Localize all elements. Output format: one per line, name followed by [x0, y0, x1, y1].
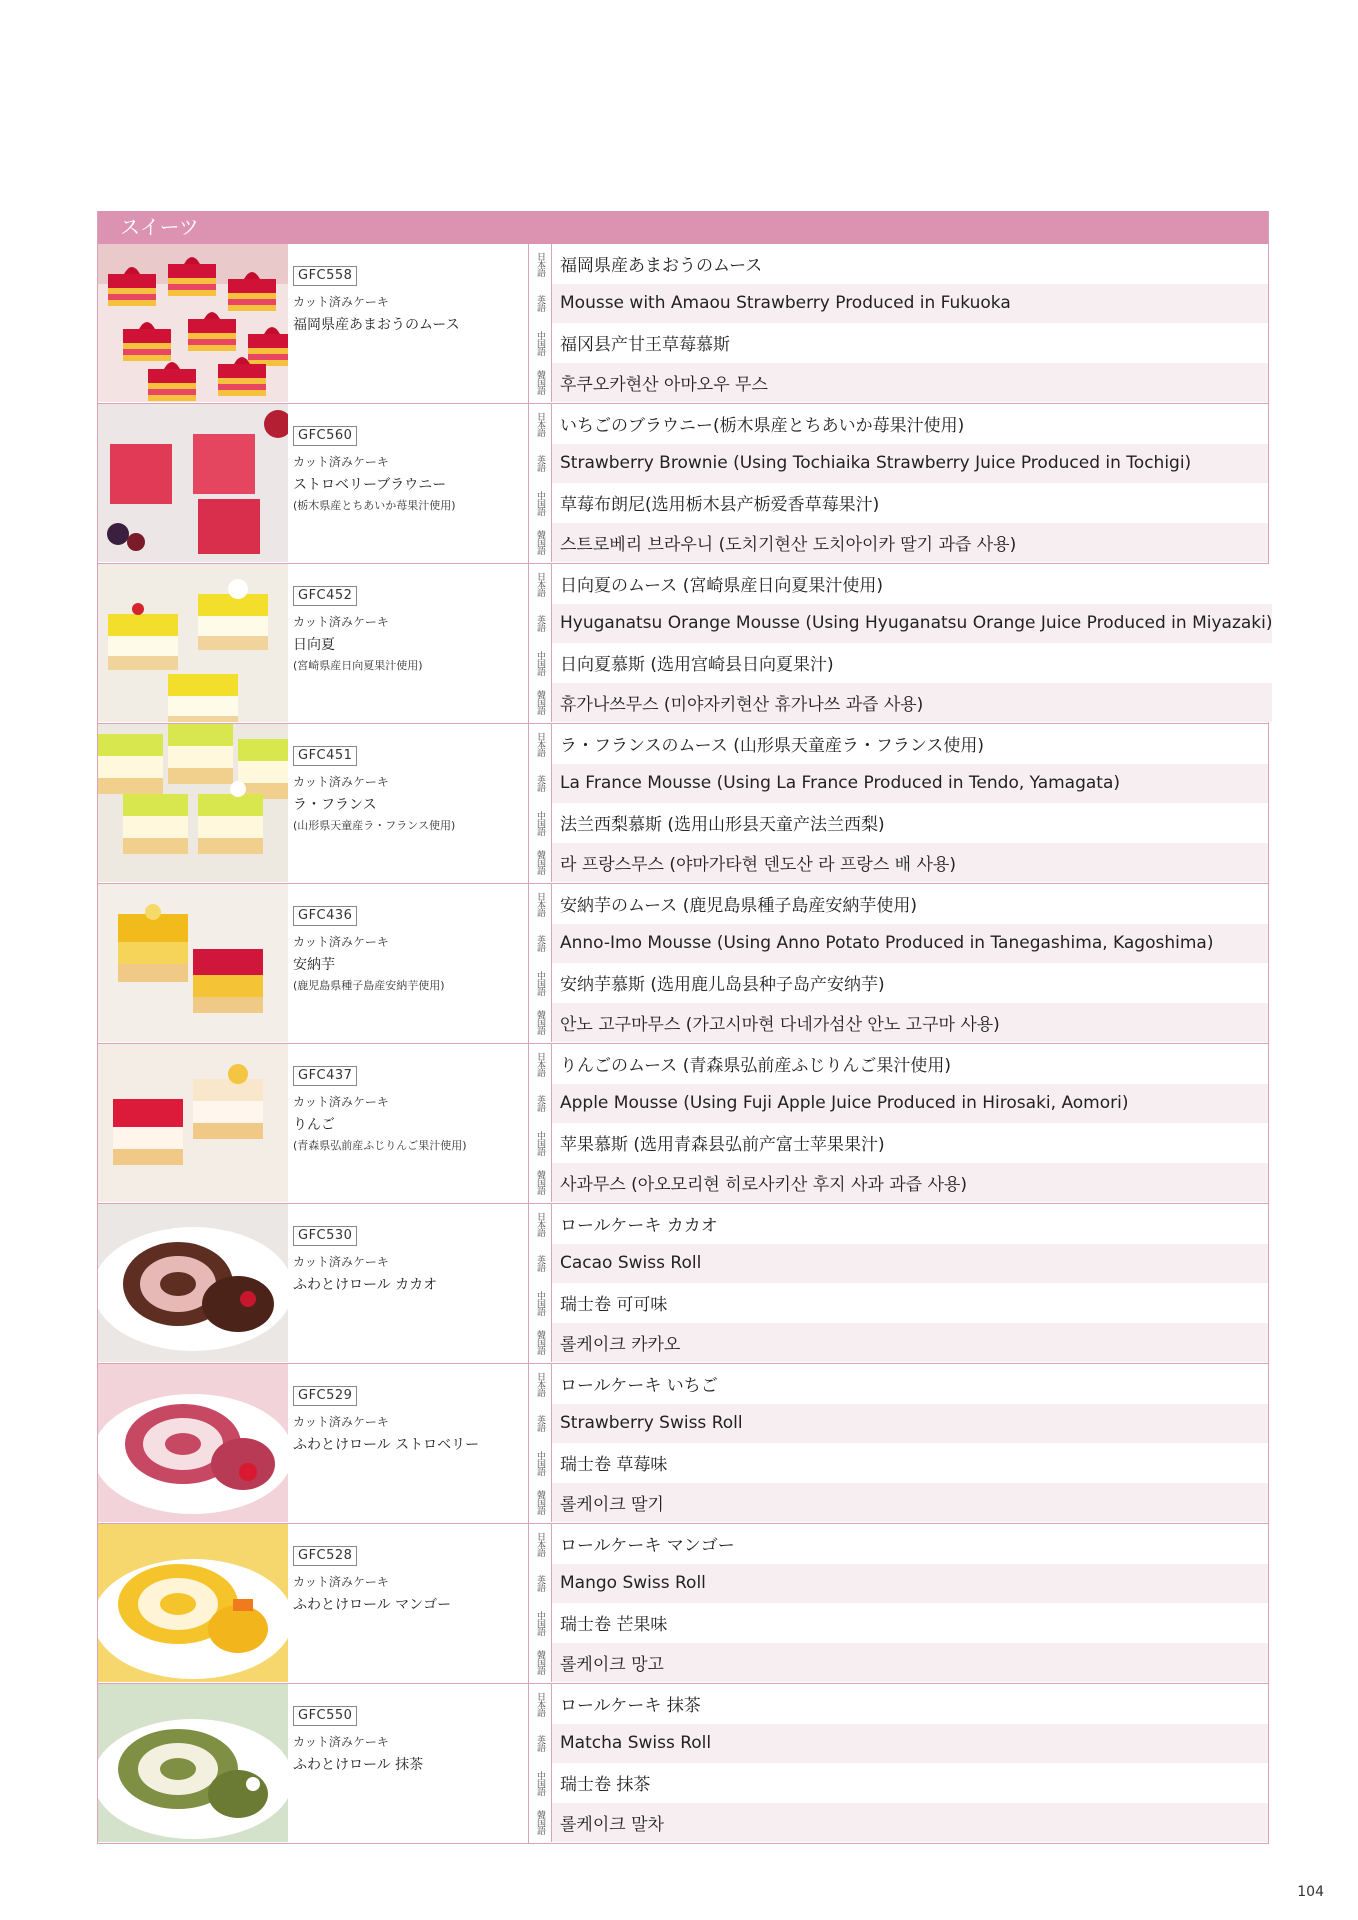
product-name: りんご: [293, 1117, 335, 1133]
language-tag: [529, 404, 552, 444]
translation-text: 福冈县产甘王草莓慕斯: [560, 335, 730, 356]
translation-row-ko: [529, 683, 1272, 723]
translation-text: Mousse with Amaou Strawberry Produced in Fukuoka: [560, 293, 1011, 314]
product-category: カット済みケーキ: [293, 1095, 389, 1109]
language-tag-label: 中国語: [535, 810, 545, 835]
translation-text: Mango Swiss Roll: [560, 1573, 706, 1594]
language-tag-label: 英語: [535, 615, 545, 632]
product-photo: [98, 884, 288, 1042]
translation-text: 사과무스 (아오모리현 히로사키산 후지 사과 과즙 사용): [560, 1174, 967, 1195]
product-info: [288, 1364, 528, 1523]
translation-row-ko: [529, 1163, 1268, 1203]
language-tag: [529, 1163, 552, 1203]
product-name: ふわとけロール マンゴー: [293, 1597, 452, 1613]
language-tag: [529, 1404, 552, 1444]
product-photo: [98, 1204, 288, 1362]
language-tag: [529, 284, 552, 324]
translation-row-ja: [529, 1524, 1268, 1564]
language-tag-label: 日本語: [535, 1691, 545, 1716]
translation-row-en: [529, 284, 1268, 324]
language-tag: [529, 1323, 552, 1363]
product-name: ストロベリーブラウニー: [293, 477, 447, 493]
translation-text: Strawberry Swiss Roll: [560, 1413, 743, 1434]
product-code: GFC437: [293, 1066, 357, 1086]
translation-text: 福岡県産あまおうのムース: [560, 256, 763, 277]
language-tag: [529, 683, 552, 723]
translation-text: 후쿠오카현산 아마오우 무스: [560, 374, 768, 395]
translation-row-zh: [529, 1603, 1268, 1643]
language-tag-label: 韓国語: [535, 690, 545, 715]
language-tag: [529, 1603, 552, 1643]
language-tag: [529, 1724, 552, 1764]
language-tag-label: 韓国語: [535, 530, 545, 555]
translation-text: 롤케이크 말차: [560, 1814, 664, 1835]
language-tag-label: 韓国語: [535, 1650, 545, 1675]
product-row: [98, 1203, 1268, 1363]
product-info: [288, 1524, 528, 1683]
product-category: カット済みケーキ: [293, 1415, 389, 1429]
language-tag-label: 日本語: [535, 1531, 545, 1556]
language-tag: [529, 1483, 552, 1523]
language-tag-label: 中国語: [535, 490, 545, 515]
language-tag: [529, 724, 552, 764]
product-row: [98, 1043, 1268, 1203]
translation-text: りんごのムース (青森県弘前産ふじりんご果汁使用): [560, 1056, 951, 1077]
translation-row-zh: [529, 1763, 1268, 1803]
product-name: ふわとけロール 抹茶: [293, 1757, 424, 1773]
language-tag-label: 英語: [535, 1575, 545, 1592]
translation-text: Strawberry Brownie (Using Tochiaika Strawberry Juice Produced in Tochigi): [560, 453, 1192, 474]
translation-row-ja: [529, 564, 1272, 604]
language-tag-label: 英語: [535, 295, 545, 312]
product-photo: [98, 1684, 288, 1842]
product-row: [98, 1523, 1268, 1683]
language-tag: [529, 1364, 552, 1404]
product-info: [288, 1044, 528, 1203]
language-tag: [529, 1564, 552, 1604]
language-tag: [529, 643, 552, 683]
language-tag: [529, 244, 552, 284]
language-tag-label: 英語: [535, 1255, 545, 1272]
product-category: カット済みケーキ: [293, 615, 389, 629]
translation-row-ko: [529, 1003, 1268, 1043]
product-name: ふわとけロール ストロベリー: [293, 1437, 480, 1453]
product-category: カット済みケーキ: [293, 455, 389, 469]
language-tag: [529, 523, 552, 563]
translation-text: Apple Mousse (Using Fuji Apple Juice Produced in Hirosaki, Aomori): [560, 1093, 1129, 1114]
product-row: [98, 403, 1268, 563]
language-tag-label: 韓国語: [535, 1170, 545, 1195]
translation-row-en: [529, 924, 1268, 964]
translations: [528, 1364, 1268, 1523]
translation-row-en: [529, 764, 1268, 804]
language-tag: [529, 483, 552, 523]
language-tag-label: 中国語: [535, 1450, 545, 1475]
language-tag-label: 英語: [535, 935, 545, 952]
language-tag-label: 中国語: [535, 1770, 545, 1795]
translations: [528, 884, 1268, 1043]
translation-row-zh: [529, 1123, 1268, 1163]
language-tag-label: 英語: [535, 455, 545, 472]
translation-text: Hyuganatsu Orange Mousse (Using Hyuganatsu Orange Juice Produced in Miyazaki): [560, 613, 1273, 634]
translation-row-ko: [529, 1323, 1268, 1363]
product-code: GFC558: [293, 266, 357, 286]
translation-row-ko: [529, 1803, 1268, 1843]
product-photo: [98, 244, 288, 402]
product-code: GFC550: [293, 1706, 357, 1726]
translation-text: Cacao Swiss Roll: [560, 1253, 702, 1274]
product-photo: [98, 404, 288, 562]
product-row: [98, 1363, 1268, 1523]
translation-row-ja: [529, 1204, 1268, 1244]
translation-row-ko: [529, 843, 1268, 883]
translation-text: Anno-Imo Mousse (Using Anno Potato Produced in Tanegashima, Kagoshima): [560, 933, 1214, 954]
translation-row-ja: [529, 884, 1268, 924]
product-row: [98, 723, 1268, 883]
translation-row-zh: [529, 803, 1268, 843]
language-tag: [529, 1204, 552, 1244]
translation-text: ロールケーキ マンゴー: [560, 1536, 735, 1557]
language-tag-label: 韓国語: [535, 1010, 545, 1035]
product-photo: [98, 1364, 288, 1522]
translation-row-en: [529, 1244, 1268, 1284]
translation-text: 瑞士卷 可可味: [560, 1295, 668, 1316]
translation-text: 苹果慕斯 (选用青森县弘前产富士苹果果汁): [560, 1135, 885, 1156]
translation-text: ロールケーキ カカオ: [560, 1216, 718, 1237]
product-info: [288, 724, 528, 883]
product-info: [288, 404, 528, 563]
translation-row-zh: [529, 963, 1268, 1003]
language-tag: [529, 1003, 552, 1043]
product-photo: [98, 1524, 288, 1682]
language-tag-label: 英語: [535, 1095, 545, 1112]
product-name: 福岡県産あまおうのムース: [293, 317, 460, 333]
catalog-table: [97, 211, 1273, 1844]
product-category: カット済みケーキ: [293, 1575, 389, 1589]
translation-row-zh: [529, 643, 1272, 683]
translation-row-ja: [529, 1364, 1268, 1404]
language-tag: [529, 1044, 552, 1084]
product-name: 日向夏: [293, 637, 335, 653]
translation-row-en: [529, 1724, 1268, 1764]
language-tag: [529, 1123, 552, 1163]
product-code: GFC452: [293, 586, 357, 606]
translation-row-ja: [529, 1044, 1268, 1084]
language-tag: [529, 803, 552, 843]
product-row: [98, 244, 1268, 403]
language-tag-label: 日本語: [535, 571, 545, 596]
product-note: (山形県天童産ラ・フランス使用): [293, 819, 456, 832]
language-tag-label: 中国語: [535, 1130, 545, 1155]
translation-row-en: [529, 1564, 1268, 1604]
product-info: [288, 1684, 528, 1843]
translation-text: 롤케이크 카카오: [560, 1334, 681, 1355]
translation-row-ko: [529, 363, 1268, 403]
translation-text: 안노 고구마무스 (가고시마현 다네가섬산 안노 고구마 사용): [560, 1014, 1000, 1035]
language-tag: [529, 843, 552, 883]
translation-row-ko: [529, 523, 1268, 563]
product-category: カット済みケーキ: [293, 775, 389, 789]
language-tag-label: 英語: [535, 1415, 545, 1432]
product-info: [288, 1204, 528, 1363]
product-photo: [98, 564, 288, 722]
section-header: スイーツ: [98, 211, 1268, 244]
language-tag: [529, 1803, 552, 1843]
product-info: [288, 884, 528, 1043]
product-code: GFC528: [293, 1546, 357, 1566]
language-tag: [529, 1643, 552, 1683]
translation-text: 法兰西梨慕斯 (选用山形县天童产法兰西梨): [560, 815, 885, 836]
language-tag: [529, 564, 552, 604]
language-tag: [529, 1084, 552, 1124]
translation-row-ko: [529, 1483, 1268, 1523]
translation-row-ja: [529, 244, 1268, 284]
product-category: カット済みケーキ: [293, 1255, 389, 1269]
language-tag: [529, 1763, 552, 1803]
translations: [528, 1524, 1268, 1683]
translation-row-en: [529, 444, 1268, 484]
language-tag: [529, 604, 552, 644]
language-tag: [529, 1283, 552, 1323]
translation-row-ja: [529, 1684, 1268, 1724]
translation-row-zh: [529, 483, 1268, 523]
product-photo: [98, 1044, 288, 1202]
language-tag-label: 韓国語: [535, 1490, 545, 1515]
product-note: (宮崎県産日向夏果汁使用): [293, 659, 423, 672]
translation-text: 瑞士卷 芒果味: [560, 1615, 668, 1636]
product-code: GFC560: [293, 426, 357, 446]
language-tag-label: 中国語: [535, 1610, 545, 1635]
product-code: GFC436: [293, 906, 357, 926]
language-tag: [529, 1244, 552, 1284]
translations: [528, 244, 1268, 403]
translation-row-ja: [529, 724, 1268, 764]
product-row: [98, 1683, 1268, 1843]
language-tag-label: 中国語: [535, 1290, 545, 1315]
language-tag: [529, 963, 552, 1003]
language-tag-label: 日本語: [535, 731, 545, 756]
language-tag: [529, 363, 552, 403]
product-category: カット済みケーキ: [293, 295, 389, 309]
translation-row-en: [529, 604, 1272, 644]
translation-row-zh: [529, 323, 1268, 363]
translation-row-zh: [529, 1283, 1268, 1323]
translations: [528, 1044, 1268, 1203]
product-category: カット済みケーキ: [293, 935, 389, 949]
language-tag: [529, 323, 552, 363]
translation-text: 安纳芋慕斯 (选用鹿儿岛县种子岛产安纳芋): [560, 975, 885, 996]
translation-text: 草莓布朗尼(选用栃木县产栃爱香草莓果汁): [560, 495, 880, 516]
translations: [528, 564, 1272, 723]
language-tag-label: 日本語: [535, 251, 545, 276]
product-name: ラ・フランス: [293, 797, 377, 813]
language-tag-label: 中国語: [535, 970, 545, 995]
page-number: 104: [1297, 1884, 1324, 1900]
translations: [528, 1684, 1268, 1843]
translation-text: 라 프랑스무스 (야마가타현 덴도산 라 프랑스 배 사용): [560, 854, 956, 875]
language-tag: [529, 1684, 552, 1724]
product-note: (青森県弘前産ふじりんご果汁使用): [293, 1139, 467, 1152]
language-tag-label: 中国語: [535, 650, 545, 675]
language-tag-label: 日本語: [535, 1211, 545, 1236]
translation-text: ロールケーキ 抹茶: [560, 1696, 701, 1717]
translation-row-ja: [529, 404, 1268, 444]
language-tag: [529, 764, 552, 804]
translation-text: 롤케이크 망고: [560, 1654, 664, 1675]
language-tag: [529, 924, 552, 964]
translations: [528, 724, 1268, 883]
product-note: (鹿児島県種子島産安納芋使用): [293, 979, 445, 992]
product-code: GFC530: [293, 1226, 357, 1246]
language-tag-label: 日本語: [535, 411, 545, 436]
product-row: [98, 563, 1273, 723]
product-info: [288, 564, 528, 723]
translation-text: 安納芋のムース (鹿児島県種子島産安納芋使用): [560, 896, 917, 917]
translation-text: ロールケーキ いちご: [560, 1376, 718, 1397]
translation-text: 瑞士卷 抹茶: [560, 1775, 651, 1796]
language-tag: [529, 884, 552, 924]
language-tag-label: 日本語: [535, 891, 545, 916]
translation-text: 휴가나쓰무스 (미야자키현산 휴가나쓰 과즙 사용): [560, 694, 924, 715]
product-name: ふわとけロール カカオ: [293, 1277, 438, 1293]
translations: [528, 1204, 1268, 1363]
translation-row-ko: [529, 1643, 1268, 1683]
language-tag-label: 英語: [535, 1735, 545, 1752]
translation-row-en: [529, 1404, 1268, 1444]
product-photo: [98, 724, 288, 882]
language-tag-label: 韓国語: [535, 1330, 545, 1355]
translation-text: 日向夏のムース (宮崎県産日向夏果汁使用): [560, 576, 883, 597]
product-info: [288, 244, 528, 403]
product-row: [98, 883, 1268, 1043]
product-code: GFC529: [293, 1386, 357, 1406]
language-tag-label: 日本語: [535, 1051, 545, 1076]
translation-text: 스트로베리 브라우니 (도치기현산 도치아이카 딸기 과즙 사용): [560, 534, 1017, 555]
translations: [528, 404, 1268, 563]
language-tag: [529, 1443, 552, 1483]
language-tag-label: 中国語: [535, 330, 545, 355]
language-tag: [529, 444, 552, 484]
language-tag-label: 英語: [535, 775, 545, 792]
product-name: 安納芋: [293, 957, 335, 973]
translation-text: Matcha Swiss Roll: [560, 1733, 712, 1754]
translation-text: La France Mousse (Using La France Produced in Tendo, Yamagata): [560, 773, 1121, 794]
translation-text: いちごのブラウニー(栃木県産とちあいか苺果汁使用): [560, 416, 965, 437]
product-note: (栃木県産とちあいか苺果汁使用): [293, 499, 456, 512]
language-tag-label: 韓国語: [535, 1810, 545, 1835]
translation-text: 롤케이크 딸기: [560, 1494, 664, 1515]
language-tag-label: 韓国語: [535, 370, 545, 395]
language-tag-label: 日本語: [535, 1371, 545, 1396]
product-code: GFC451: [293, 746, 357, 766]
item-list: [98, 244, 1273, 1843]
translation-row-en: [529, 1084, 1268, 1124]
product-category: カット済みケーキ: [293, 1735, 389, 1749]
language-tag: [529, 1524, 552, 1564]
language-tag-label: 韓国語: [535, 850, 545, 875]
translation-text: ラ・フランスのムース (山形県天童産ラ・フランス使用): [560, 736, 984, 757]
translation-text: 瑞士卷 草莓味: [560, 1455, 668, 1476]
translation-text: 日向夏慕斯 (选用宫崎县日向夏果汁): [560, 655, 834, 676]
translation-row-zh: [529, 1443, 1268, 1483]
